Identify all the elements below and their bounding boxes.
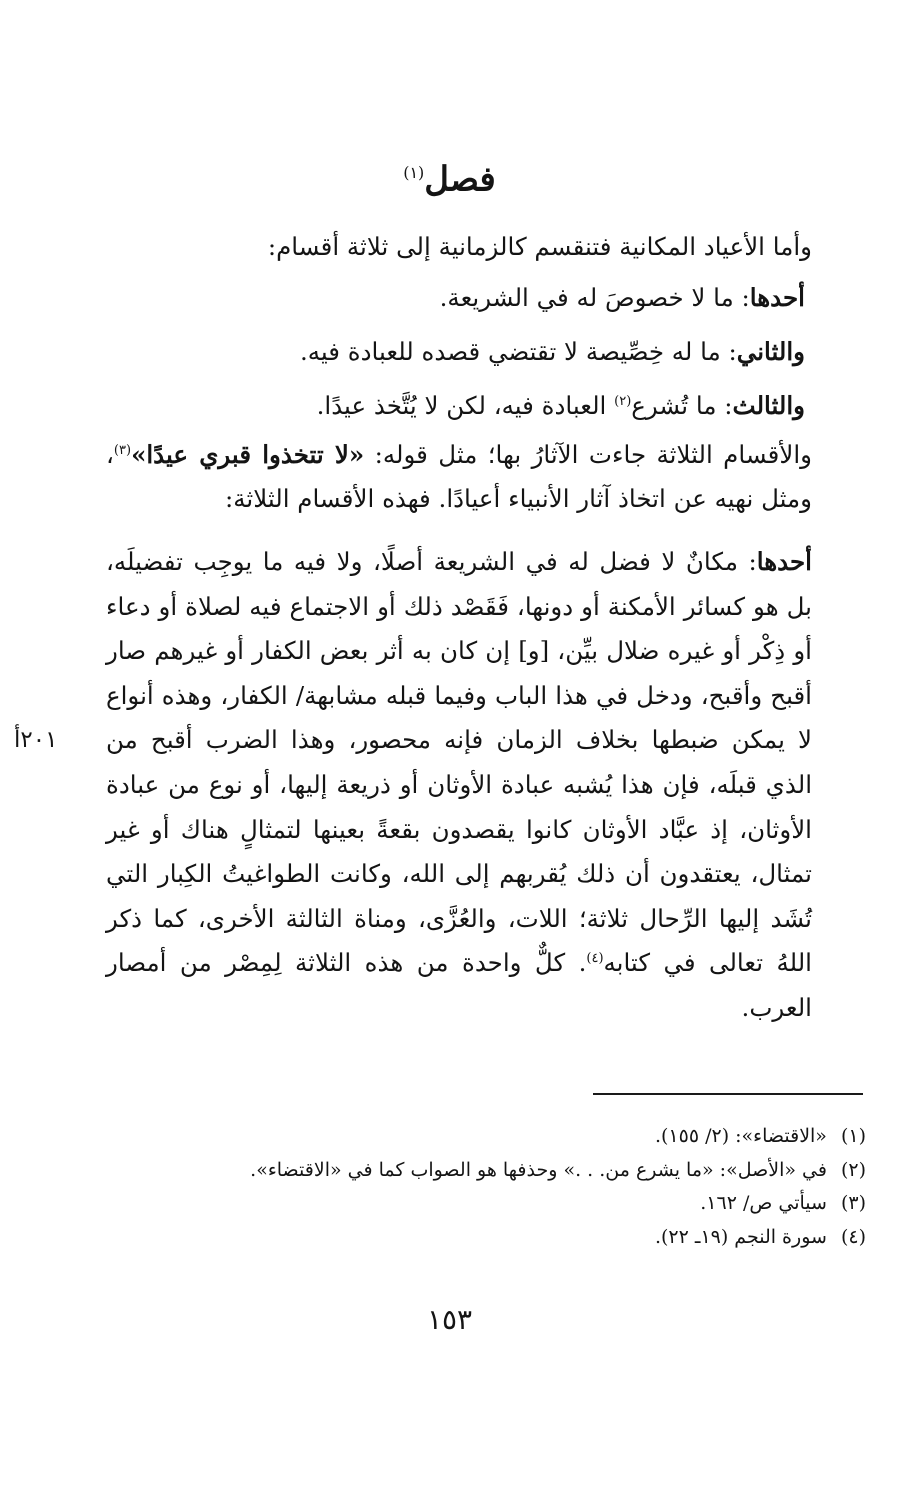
category-three-lead: والثالث <box>732 391 805 420</box>
paragraph-three-lead: أحدها <box>756 547 812 576</box>
category-one <box>440 276 805 320</box>
footnote-text: «الاقتضاء»: (٢/ ١٥٥). <box>654 1125 827 1147</box>
paragraph-three <box>106 540 812 1031</box>
footnote-marker-2: (٢) <box>614 393 632 409</box>
category-three <box>317 384 805 428</box>
hadith-quote: «لا تتخذوا قبري عيدًا» <box>131 440 365 469</box>
footnote-item <box>110 1120 866 1154</box>
chapter-title-footnote-marker: (١) <box>403 163 425 182</box>
paragraph-two-before: والأقسام الثلاثة جاءت الآثارُ بها؛ مثل قوله: <box>364 440 812 469</box>
chapter-title-text: فصل <box>424 159 496 200</box>
footnote-number: (٤) <box>840 1225 866 1248</box>
footnote-number: (٣) <box>840 1192 866 1215</box>
footnote-text: سيأتي ص/ ١٦٢. <box>700 1192 827 1215</box>
footnotes <box>110 1120 866 1254</box>
category-two <box>300 330 805 374</box>
paragraph-three-after: . كلٌّ واحدة من هذه الثلاثة لِمِصْر من أمصار العرب. <box>106 948 812 1022</box>
intro-line: وأما الأعياد المكانية فتنقسم كالزمانية إلى ثلاثة أقسام: <box>267 232 812 261</box>
footnote-number: (١) <box>840 1125 866 1147</box>
footnote-divider <box>593 1093 863 1095</box>
category-one-text: : ما لا خصوصَ له في الشريعة. <box>439 283 750 312</box>
footnote-item <box>110 1154 866 1188</box>
footnote-marker-4: (٤) <box>586 951 604 967</box>
paragraph-two <box>106 433 812 521</box>
category-three-text-before: : ما تُشرع <box>631 391 733 420</box>
paragraph-three-before: : مكانٌ لا فضل له في الشريعة أصلًا، ولا فيه ما يوجِب تفضيلَه، بل هو كسائر الأمكنة أو دونها، فَقَصْد ذلك أو الاجتماع فيه لصلاة أو دعاء أو ذِكْر أو غيره ضلال بيِّن، [و] إن كان به أثر بعض الكفار أو غيرهم صار أقبح وأقبح، ودخل في هذا الباب وفيما قبله مشابهة/ الكفار، وهذه أنواع لا يمكن ضبطها بخلاف الزمان فإنه محصور، وهذا الضرب أقبح من الذي قبلَه، فإن هذا يُشبه عبادة الأوثان أو ذريعة إليها، أو نوع من عبادة الأوثان، إذ عبَّاد الأوثان كانوا يقصدون بقعةً بعينها لتمثالٍ هناك أو غير تمثال، يعتقدون أن ذلك يُقربهم إلى الله، وكانت الطواغيتُ الكِبار التي تُشَد إليها الرِّحال ثلاثة؛ اللات، والعُزَّى، ومناة الثالثة الأخرى، كما ذكر اللهُ تعالى في كتابه <box>106 547 812 978</box>
footnote-marker-3: (٣) <box>113 442 132 458</box>
footnote-text: في «الأصل»: «ما يشرع من. . .» وحذفها هو الصواب كما في «الاقتضاء». <box>250 1158 827 1181</box>
category-three-text-after: العبادة فيه، لكن لا يُتَّخذ عيدًا. <box>316 391 615 420</box>
footnote-item <box>110 1187 866 1221</box>
page-number: ١٥٣ <box>426 1303 473 1336</box>
footnote-item <box>110 1221 866 1255</box>
manuscript-folio-marker: ٢٠١أ <box>14 727 58 753</box>
category-one-lead: أحدها <box>749 283 805 312</box>
category-two-lead: والثاني <box>736 337 805 366</box>
chapter-title <box>0 148 899 204</box>
footnote-text: سورة النجم (١٩ـ ٢٢). <box>654 1225 827 1248</box>
category-two-text: : ما له خِصِّيصة لا تقتضي قصده للعبادة فيه. <box>299 337 737 366</box>
footnote-number: (٢) <box>840 1158 866 1181</box>
paragraph-two-after: ، ومثل نهيه عن اتخاذ آثار الأنبياء أعيادًا. فهذه الأقسام الثلاثة: <box>106 440 812 513</box>
